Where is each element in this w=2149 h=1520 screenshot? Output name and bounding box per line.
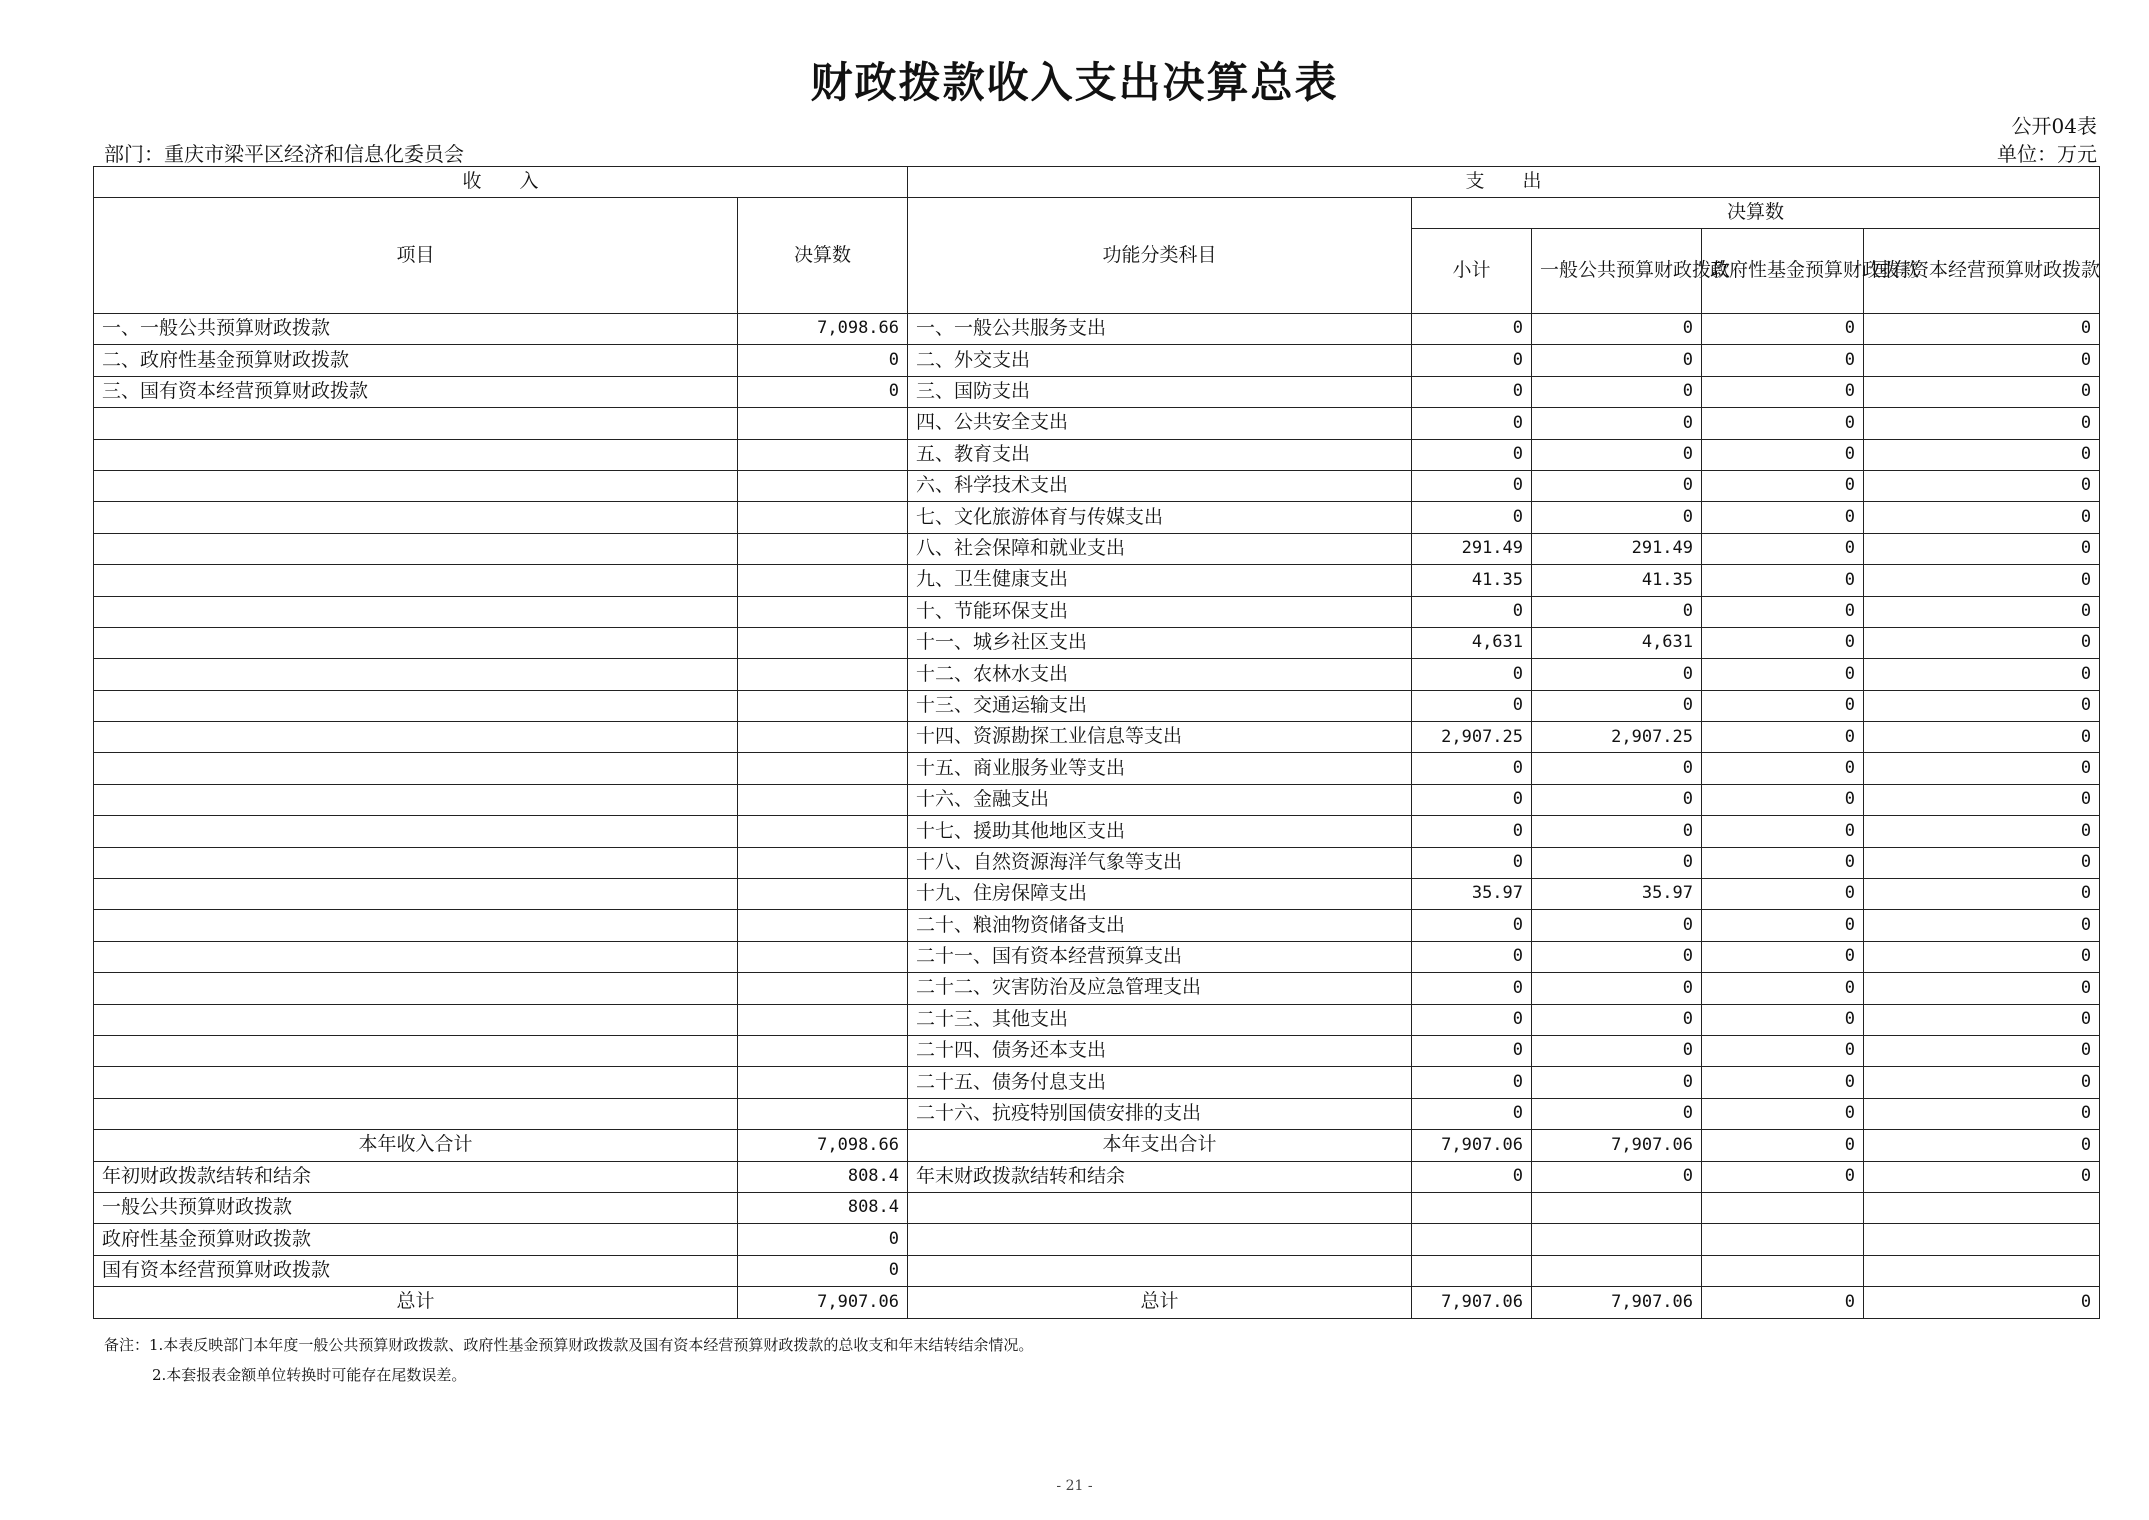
general-budget-cell: 0 (1532, 439, 1702, 470)
table-row (94, 753, 2100, 784)
expense-item-cell: 八、社会保障和就业支出 (908, 533, 1412, 564)
subtotal-cell: 0 (1412, 376, 1532, 407)
state-capital-cell: 0 (1864, 376, 2100, 407)
income-amount-cell: 808.4 (738, 1192, 908, 1223)
income-item-cell (94, 408, 738, 439)
income-item-cell: 一、一般公共预算财政拨款 (94, 314, 738, 345)
subtotal-cell: 0 (1412, 439, 1532, 470)
table-row (94, 1130, 2100, 1161)
page-number: - 21 - (1056, 1478, 1093, 1494)
state-capital-cell: 0 (1864, 910, 2100, 941)
income-item-cell (94, 1067, 738, 1098)
general-budget-cell: 0 (1532, 1067, 1702, 1098)
table-row (94, 690, 2100, 721)
income-item-cell: 三、国有资本经营预算财政拨款 (94, 376, 738, 407)
expense-item-cell: 十六、金融支出 (908, 784, 1412, 815)
general-budget-cell: 0 (1532, 502, 1702, 533)
table-row (94, 1067, 2100, 1098)
income-item-cell: 本年收入合计 (94, 1130, 738, 1161)
gov-fund-cell: 0 (1702, 565, 1864, 596)
subtotal-cell: 0 (1412, 690, 1532, 721)
gov-fund-cell: 0 (1702, 910, 1864, 941)
state-capital-cell: 0 (1864, 408, 2100, 439)
gov-fund-cell: 0 (1702, 1035, 1864, 1066)
income-amount-cell: 0 (738, 1224, 908, 1255)
subtotal-cell: 7,907.06 (1412, 1287, 1532, 1318)
gov-fund-cell (1702, 1255, 1864, 1286)
subtotal-cell: 0 (1412, 784, 1532, 815)
state-capital-cell: 0 (1864, 784, 2100, 815)
income-amount-cell: 7,098.66 (738, 314, 908, 345)
general-budget-cell: 0 (1532, 1004, 1702, 1035)
state-capital-cell: 0 (1864, 1130, 2100, 1161)
general-budget-cell: 0 (1532, 408, 1702, 439)
note-2: 2.本套报表金额单位转换时可能存在尾数误差。 (152, 1366, 467, 1384)
subtotal-cell: 35.97 (1412, 879, 1532, 910)
income-item-cell: 二、政府性基金预算财政拨款 (94, 345, 738, 376)
expense-item-cell: 十九、住房保障支出 (908, 879, 1412, 910)
subtotal-cell (1412, 1255, 1532, 1286)
gov-fund-cell: 0 (1702, 470, 1864, 501)
subtotal-cell: 291.49 (1412, 533, 1532, 564)
expense-item-cell: 总计 (908, 1287, 1412, 1318)
state-capital-cell: 0 (1864, 1287, 2100, 1318)
state-capital-cell: 0 (1864, 1067, 2100, 1098)
income-amount-cell (738, 659, 908, 690)
table-row (94, 1255, 2100, 1286)
final-accounts-table (93, 166, 2100, 1319)
state-capital-cell: 0 (1864, 659, 2100, 690)
income-item-cell (94, 439, 738, 470)
income-item-cell (94, 941, 738, 972)
income-amount-cell (738, 722, 908, 753)
expense-item-cell: 十、节能环保支出 (908, 596, 1412, 627)
gov-fund-cell: 0 (1702, 659, 1864, 690)
expense-item-cell: 九、卫生健康支出 (908, 565, 1412, 596)
gov-fund-cell: 0 (1702, 784, 1864, 815)
expense-item-cell: 二、外交支出 (908, 345, 1412, 376)
state-capital-cell: 0 (1864, 879, 2100, 910)
gov-fund-cell (1702, 1192, 1864, 1223)
gov-fund-cell: 0 (1702, 1287, 1864, 1318)
gov-fund-cell: 0 (1702, 722, 1864, 753)
state-capital-cell (1864, 1255, 2100, 1286)
gov-fund-cell: 0 (1702, 627, 1864, 658)
table-body (94, 314, 2100, 1319)
income-item-cell (94, 1098, 738, 1129)
income-amount-cell (738, 1067, 908, 1098)
expense-item-cell: 五、教育支出 (908, 439, 1412, 470)
table-row (94, 596, 2100, 627)
general-budget-cell: 0 (1532, 784, 1702, 815)
expense-item-cell: 十二、农林水支出 (908, 659, 1412, 690)
state-capital-cell: 0 (1864, 1098, 2100, 1129)
table-row (94, 345, 2100, 376)
expense-item-cell: 二十、粮油物资储备支出 (908, 910, 1412, 941)
state-capital-cell: 0 (1864, 753, 2100, 784)
general-budget-cell: 0 (1532, 659, 1702, 690)
gov-fund-header: 政府性基金预算财政拨款 (1702, 229, 1864, 314)
general-budget-cell: 0 (1532, 314, 1702, 345)
general-budget-cell: 0 (1532, 1035, 1702, 1066)
subtotal-cell: 4,631 (1412, 627, 1532, 658)
expense-item-cell: 二十三、其他支出 (908, 1004, 1412, 1035)
state-capital-cell: 0 (1864, 502, 2100, 533)
income-item-cell (94, 596, 738, 627)
state-capital-cell: 0 (1864, 1035, 2100, 1066)
income-item-cell (94, 816, 738, 847)
table-row (94, 910, 2100, 941)
table-row (94, 627, 2100, 658)
expense-item-cell: 二十五、债务付息支出 (908, 1067, 1412, 1098)
general-budget-cell (1532, 1192, 1702, 1223)
table-row (94, 1098, 2100, 1129)
income-item-cell (94, 910, 738, 941)
note-1: 备注：1.本表反映部门本年度一般公共预算财政拨款、政府性基金预算财政拨款及国有资本经营预算财政拨款的总收支和年末结转结余情况。 (104, 1336, 1034, 1354)
gov-fund-cell: 0 (1702, 408, 1864, 439)
general-budget-cell: 0 (1532, 816, 1702, 847)
income-amount-cell: 7,098.66 (738, 1130, 908, 1161)
state-capital-cell: 0 (1864, 533, 2100, 564)
income-item-cell (94, 847, 738, 878)
subtotal-cell: 7,907.06 (1412, 1130, 1532, 1161)
state-capital-cell: 0 (1864, 722, 2100, 753)
income-item-cell (94, 879, 738, 910)
table-row (94, 879, 2100, 910)
department-label: 部门：重庆市梁平区经济和信息化委员会 (104, 142, 464, 166)
gov-fund-cell: 0 (1702, 1004, 1864, 1035)
income-amount-cell (738, 910, 908, 941)
general-budget-cell (1532, 1224, 1702, 1255)
income-item-cell: 一般公共预算财政拨款 (94, 1192, 738, 1223)
table-row (94, 1004, 2100, 1035)
expense-item-cell: 二十六、抗疫特别国债安排的支出 (908, 1098, 1412, 1129)
subtotal-cell: 0 (1412, 408, 1532, 439)
expense-item-cell: 年末财政拨款结转和结余 (908, 1161, 1412, 1192)
table-row (94, 502, 2100, 533)
general-budget-cell: 0 (1532, 1098, 1702, 1129)
page-title: 财政拨款收入支出决算总表 (810, 58, 1339, 107)
subtotal-cell: 0 (1412, 1004, 1532, 1035)
expense-item-cell: 十七、援助其他地区支出 (908, 816, 1412, 847)
income-item-cell (94, 690, 738, 721)
gov-fund-cell: 0 (1702, 533, 1864, 564)
table-row (94, 973, 2100, 1004)
state-capital-cell (1864, 1224, 2100, 1255)
table-row (94, 847, 2100, 878)
state-capital-cell: 0 (1864, 627, 2100, 658)
expense-item-cell: 十四、资源勘探工业信息等支出 (908, 722, 1412, 753)
gov-fund-cell: 0 (1702, 1130, 1864, 1161)
state-capital-cell: 0 (1864, 973, 2100, 1004)
expense-item-cell: 二十一、国有资本经营预算支出 (908, 941, 1412, 972)
state-capital-cell (1864, 1192, 2100, 1223)
income-item-cell: 年初财政拨款结转和结余 (94, 1161, 738, 1192)
subtotal-cell: 0 (1412, 816, 1532, 847)
income-amount-cell (738, 1035, 908, 1066)
income-item-cell (94, 784, 738, 815)
expense-header: 支 出 (908, 167, 2100, 198)
general-budget-cell: 0 (1532, 345, 1702, 376)
state-capital-cell: 0 (1864, 439, 2100, 470)
general-budget-cell: 2,907.25 (1532, 722, 1702, 753)
income-item-cell (94, 502, 738, 533)
state-capital-cell: 0 (1864, 941, 2100, 972)
subtotal-cell: 0 (1412, 941, 1532, 972)
final-group-header: 决算数 (1412, 198, 2100, 229)
subtotal-cell: 0 (1412, 470, 1532, 501)
expense-item-cell: 本年支出合计 (908, 1130, 1412, 1161)
expense-item-cell: 四、公共安全支出 (908, 408, 1412, 439)
state-capital-cell: 0 (1864, 816, 2100, 847)
subtotal-cell: 0 (1412, 973, 1532, 1004)
subtotal-cell: 0 (1412, 1067, 1532, 1098)
gov-fund-cell: 0 (1702, 816, 1864, 847)
general-budget-cell: 4,631 (1532, 627, 1702, 658)
unit-label: 单位：万元 (1997, 142, 2097, 166)
gov-fund-cell: 0 (1702, 345, 1864, 376)
notes (104, 1330, 1033, 1390)
income-item-cell (94, 627, 738, 658)
gov-fund-cell: 0 (1702, 753, 1864, 784)
general-budget-cell: 7,907.06 (1532, 1130, 1702, 1161)
gov-fund-cell: 0 (1702, 879, 1864, 910)
income-amount-cell (738, 502, 908, 533)
state-capital-cell: 0 (1864, 847, 2100, 878)
subtotal-cell: 0 (1412, 1161, 1532, 1192)
state-capital-header: 国有资本经营预算财政拨款 (1864, 229, 2100, 314)
general-budget-cell: 41.35 (1532, 565, 1702, 596)
income-amount-cell (738, 816, 908, 847)
income-amount-cell (738, 941, 908, 972)
income-item-cell (94, 470, 738, 501)
gov-fund-cell: 0 (1702, 439, 1864, 470)
income-amount-cell (738, 973, 908, 1004)
subtotal-cell (1412, 1192, 1532, 1223)
subtotal-cell: 0 (1412, 345, 1532, 376)
general-budget-cell: 0 (1532, 973, 1702, 1004)
gov-fund-cell: 0 (1702, 502, 1864, 533)
gov-fund-cell: 0 (1702, 596, 1864, 627)
expense-item-cell (908, 1224, 1412, 1255)
expense-item-cell: 十一、城乡社区支出 (908, 627, 1412, 658)
table-row (94, 1035, 2100, 1066)
gov-fund-cell (1702, 1224, 1864, 1255)
subtotal-cell: 0 (1412, 659, 1532, 690)
subtotal-cell: 0 (1412, 753, 1532, 784)
gov-fund-cell: 0 (1702, 376, 1864, 407)
income-item-cell (94, 1004, 738, 1035)
expense-item-cell: 十八、自然资源海洋气象等支出 (908, 847, 1412, 878)
state-capital-cell: 0 (1864, 314, 2100, 345)
income-item-cell (94, 1035, 738, 1066)
state-capital-cell: 0 (1864, 345, 2100, 376)
general-budget-cell: 0 (1532, 753, 1702, 784)
subtotal-cell: 41.35 (1412, 565, 1532, 596)
table-row (94, 565, 2100, 596)
general-budget-cell: 0 (1532, 910, 1702, 941)
income-item-cell (94, 973, 738, 1004)
state-capital-cell: 0 (1864, 565, 2100, 596)
general-budget-cell: 7,907.06 (1532, 1287, 1702, 1318)
subtotal-cell: 0 (1412, 596, 1532, 627)
table-row (94, 1161, 2100, 1192)
state-capital-cell: 0 (1864, 596, 2100, 627)
income-amount-cell (738, 408, 908, 439)
table-row (94, 659, 2100, 690)
income-amount-cell (738, 627, 908, 658)
gov-fund-cell: 0 (1702, 1161, 1864, 1192)
general-budget-cell (1532, 1255, 1702, 1286)
income-item-cell (94, 659, 738, 690)
subtotal-cell: 0 (1412, 502, 1532, 533)
state-capital-cell: 0 (1864, 1161, 2100, 1192)
table-row (94, 533, 2100, 564)
income-amount-cell (738, 596, 908, 627)
expense-item-cell: 十三、交通运输支出 (908, 690, 1412, 721)
table-row (94, 784, 2100, 815)
income-amount-cell (738, 690, 908, 721)
subtotal-cell: 0 (1412, 1098, 1532, 1129)
table-row (94, 1224, 2100, 1255)
table-row (94, 376, 2100, 407)
income-amount-cell (738, 879, 908, 910)
subtotal-cell: 2,907.25 (1412, 722, 1532, 753)
expense-item-cell: 十五、商业服务业等支出 (908, 753, 1412, 784)
expense-item-cell: 六、科学技术支出 (908, 470, 1412, 501)
income-amount-cell: 0 (738, 1255, 908, 1286)
expense-item-cell (908, 1192, 1412, 1223)
income-amount-cell (738, 753, 908, 784)
subtotal-cell (1412, 1224, 1532, 1255)
form-number: 公开04表 (2011, 114, 2097, 138)
gov-fund-cell: 0 (1702, 973, 1864, 1004)
state-capital-cell: 0 (1864, 690, 2100, 721)
expense-item-cell (908, 1255, 1412, 1286)
general-budget-cell: 0 (1532, 690, 1702, 721)
table-row (94, 816, 2100, 847)
income-item-cell: 总计 (94, 1287, 738, 1318)
expense-item-cell: 二十四、债务还本支出 (908, 1035, 1412, 1066)
subtotal-header: 小计 (1412, 229, 1532, 314)
state-capital-cell: 0 (1864, 470, 2100, 501)
income-amount-cell (738, 784, 908, 815)
gov-fund-cell: 0 (1702, 690, 1864, 721)
function-class-header: 功能分类科目 (908, 198, 1412, 314)
gov-fund-cell: 0 (1702, 941, 1864, 972)
table-row (94, 941, 2100, 972)
expense-item-cell: 一、一般公共服务支出 (908, 314, 1412, 345)
gov-fund-cell: 0 (1702, 1067, 1864, 1098)
income-amount-cell (738, 1098, 908, 1129)
general-budget-cell: 291.49 (1532, 533, 1702, 564)
income-amount-cell: 0 (738, 376, 908, 407)
income-header: 收 入 (94, 167, 908, 198)
state-capital-cell: 0 (1864, 1004, 2100, 1035)
general-budget-header: 一般公共预算财政拨款 (1532, 229, 1702, 314)
subtotal-cell: 0 (1412, 847, 1532, 878)
gov-fund-cell: 0 (1702, 314, 1864, 345)
table-row (94, 1192, 2100, 1223)
item-header: 项目 (94, 198, 738, 314)
table-row (94, 722, 2100, 753)
general-budget-cell: 0 (1532, 941, 1702, 972)
income-amount-cell: 0 (738, 345, 908, 376)
income-item-cell (94, 565, 738, 596)
general-budget-cell: 0 (1532, 847, 1702, 878)
table-row (94, 1287, 2100, 1318)
income-item-cell: 国有资本经营预算财政拨款 (94, 1255, 738, 1286)
income-item-cell (94, 533, 738, 564)
final-amount-header: 决算数 (738, 198, 908, 314)
income-item-cell: 政府性基金预算财政拨款 (94, 1224, 738, 1255)
income-amount-cell (738, 1004, 908, 1035)
income-item-cell (94, 722, 738, 753)
table-row (94, 470, 2100, 501)
gov-fund-cell: 0 (1702, 847, 1864, 878)
income-amount-cell: 808.4 (738, 1161, 908, 1192)
general-budget-cell: 0 (1532, 1161, 1702, 1192)
income-item-cell (94, 753, 738, 784)
expense-item-cell: 二十二、灾害防治及应急管理支出 (908, 973, 1412, 1004)
income-amount-cell (738, 847, 908, 878)
expense-item-cell: 三、国防支出 (908, 376, 1412, 407)
income-amount-cell (738, 565, 908, 596)
income-amount-cell (738, 439, 908, 470)
table-row (94, 439, 2100, 470)
table-row (94, 314, 2100, 345)
subtotal-cell: 0 (1412, 1035, 1532, 1066)
subtotal-cell: 0 (1412, 314, 1532, 345)
subtotal-cell: 0 (1412, 910, 1532, 941)
general-budget-cell: 0 (1532, 596, 1702, 627)
expense-item-cell: 七、文化旅游体育与传媒支出 (908, 502, 1412, 533)
table-row (94, 408, 2100, 439)
general-budget-cell: 35.97 (1532, 879, 1702, 910)
gov-fund-cell: 0 (1702, 1098, 1864, 1129)
income-amount-cell (738, 533, 908, 564)
income-amount-cell (738, 470, 908, 501)
general-budget-cell: 0 (1532, 376, 1702, 407)
income-amount-cell: 7,907.06 (738, 1287, 908, 1318)
general-budget-cell: 0 (1532, 470, 1702, 501)
